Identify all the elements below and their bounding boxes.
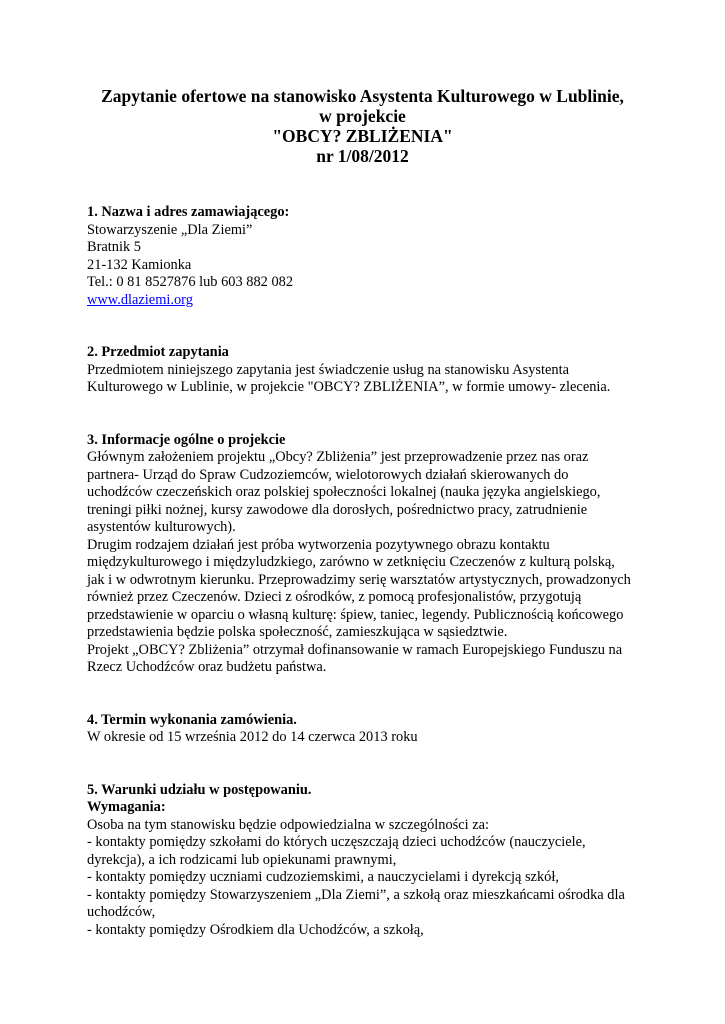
text-line: - kontakty pomiędzy szkołami do których uczęszczają dzieci uchodźców (nauczyciele, — [87, 834, 586, 850]
text-line: Bratnik 5 — [87, 239, 141, 255]
text-line: 21-132 Kamionka — [87, 256, 192, 273]
title-line: nr 1/08/2012 — [316, 146, 409, 166]
title-line: w projekcie — [319, 106, 406, 126]
section-heading: 4. Termin wykonania zamówienia. — [87, 711, 297, 728]
title-line: Zapytanie ofertowe na stanowisko Asystenta Kulturowego w Lublinie, — [101, 86, 624, 106]
text-line: W okresie od 15 września 2012 do 14 czerwca 2013 roku — [87, 729, 418, 745]
text-line: Kulturowego w Lublinie, w projekcie "OBCY? ZBLIŻENIA”, w formie umowy- zlecenia. — [87, 379, 611, 395]
text-line: Drugim rodzajem działań jest próba wytworzenia pozytywnego obrazu kontaktu — [87, 536, 550, 553]
text-line: - kontakty pomiędzy uczniami cudzoziemskimi, a nauczycielami i dyrekcją szkół, — [87, 869, 559, 885]
section-heading: 5. Warunki udziału w postępowaniu. — [87, 781, 312, 798]
text-line: Głównym założeniem projektu „Obcy? Zbliżenia” jest przeprowadzenie przez nas oraz — [87, 449, 589, 465]
section-conditions — [87, 782, 687, 940]
text-line: partnera- Urząd do Spraw Cudzoziemców, wielotorowych działań skierowanych do — [87, 466, 569, 483]
website-link[interactable]: www.dlaziemi.org — [87, 291, 193, 308]
text-line: międzykulturowego i międzyludzkiego, zarówno w zetknięciu Czeczenów z kulturą polską, — [87, 554, 615, 570]
text-line: jak i w odwrotnym kierunku. Przeprowadzimy serię warsztatów artystycznych, prowadzonych — [87, 571, 631, 588]
section-contracting-party — [87, 204, 687, 309]
text-line: Przedmiotem niniejszego zapytania jest świadczenie usług na stanowisku Asystenta — [87, 361, 569, 378]
text-line: - kontakty pomiędzy Stowarzyszeniem „Dla Ziemi”, a szkołą oraz mieszkańcami ośrodka dla — [87, 886, 625, 903]
document-title — [60, 86, 665, 166]
text-line: przedstawienie w oparciu o własną kulturę: śpiew, taniec, legendy. Publicznością końcowego — [87, 606, 624, 623]
text-line: - kontakty pomiędzy Ośrodkiem dla Uchodźców, a szkołą, — [87, 921, 424, 938]
title-line: "OBCY? ZBLIŻENIA" — [272, 126, 453, 146]
text-line: treningi piłki nożnej, kursy zawodowe dla dorosłych, pośrednictwo pracy, zatrudnienie — [87, 501, 588, 518]
text-line: dyrekcja), a ich rodzicami lub opiekunami prawnymi, — [87, 851, 397, 868]
section-heading: 3. Informacje ogólne o projekcie — [87, 431, 286, 448]
section-heading: 2. Przedmiot zapytania — [87, 344, 229, 360]
text-line: Stowarzyszenie „Dla Ziemi” — [87, 221, 253, 238]
text-line: Tel.: 0 81 8527876 lub 603 882 082 — [87, 274, 294, 290]
text-line: uchodźców czeczeńskich oraz polskiej społeczności lokalnej (nauka języka angielskiego, — [87, 484, 601, 500]
text-line: również przez Czeczenów. Dzieci z ośrodków, z pomocą profesjonalistów, przygotują — [87, 589, 582, 605]
text-line: Projekt „OBCY? Zbliżenia” otrzymał dofinansowanie w ramach Europejskiego Funduszu na — [87, 641, 623, 658]
text-line: Osoba na tym stanowisku będzie odpowiedzialna w szczególności za: — [87, 816, 490, 833]
document-body — [87, 204, 687, 939]
section-project-info — [87, 432, 687, 677]
section-deadline — [87, 712, 687, 747]
section-subject — [87, 344, 687, 397]
section-subheading: Wymagania: — [87, 799, 166, 815]
text-line: przedstawienia będzie polska społeczność, zamieszkująca w sąsiedztwie. — [87, 624, 508, 640]
text-line: uchodźców, — [87, 904, 156, 920]
section-heading: 1. Nazwa i adres zamawiającego: — [87, 204, 290, 220]
text-line: Rzecz Uchodźców oraz budżetu państwa. — [87, 659, 327, 675]
text-line: asystentów kulturowych). — [87, 519, 236, 535]
